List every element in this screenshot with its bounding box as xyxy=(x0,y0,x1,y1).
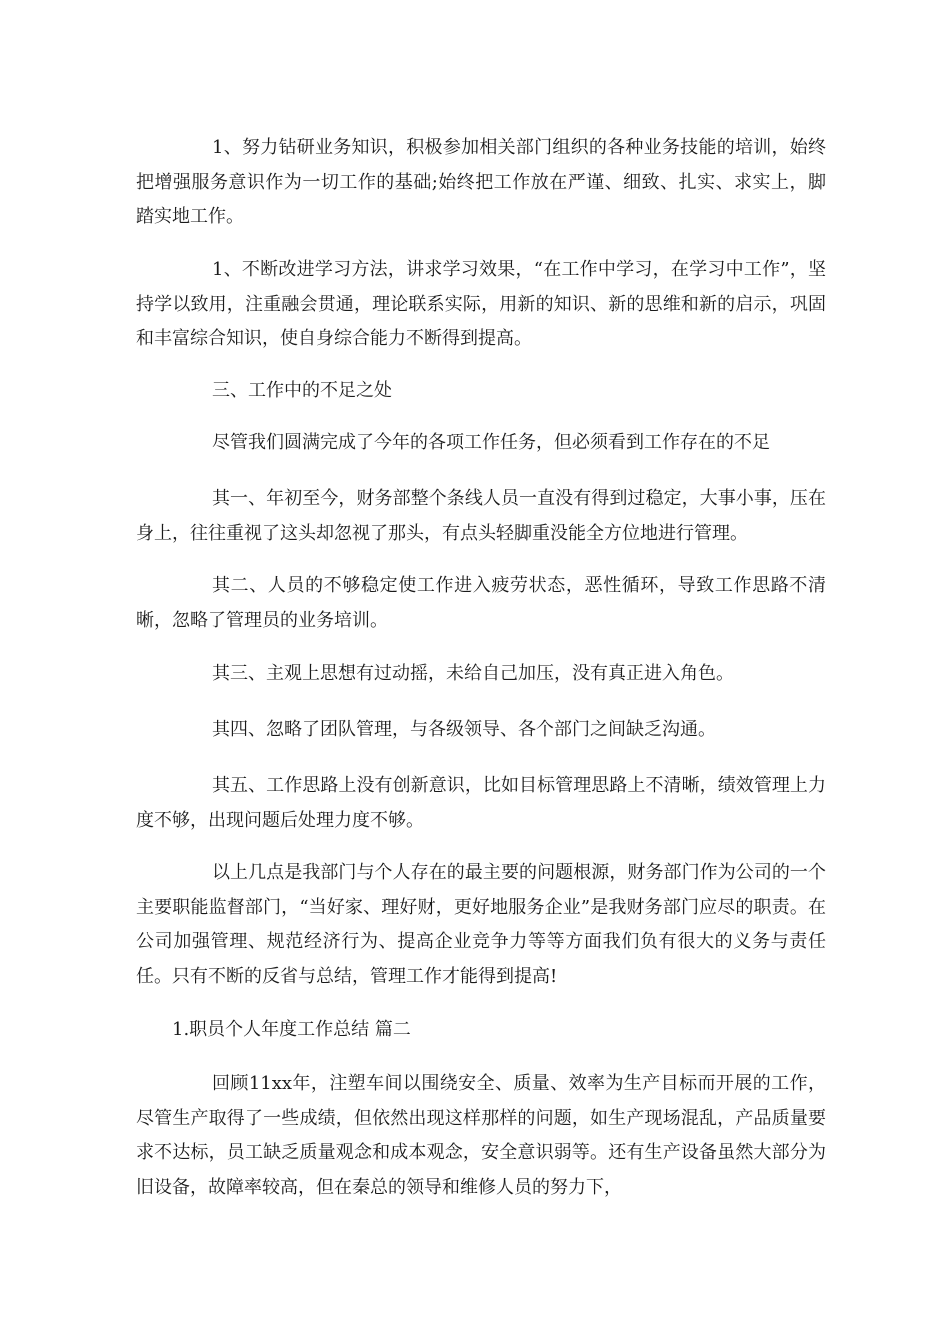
section-heading-shortcomings: 三、工作中的不足之处 xyxy=(212,380,392,401)
paragraph-first-point: 其一、年初至今，财务部整个条线人员一直没有得到过稳定，大事小事，压在身上，往往重视了这头却忽视了那头，有点头轻脚重没能全方位地进行管理。 xyxy=(136,488,826,544)
paragraph-shortcomings-intro: 尽管我们圆满完成了今年的各项工作任务，但必须看到工作存在的不足 xyxy=(212,432,770,453)
paragraph-summary: 以上几点是我部门与个人存在的最主要的问题根源，财务部门作为公司的一个主要职能监督部门，“当好家、理好财，更好地服务企业”是我财务部门应尽的职责。在公司加强管理、规范经济行为、提高企业竞争力等等方面我们负有很大的义务与责任任。只有不断的反省与总结，管理工作才能得到提高! xyxy=(136,862,826,987)
paragraph-third-point: 其三、主观上思想有过动摇，未给自己加压，没有真正进入角色。 xyxy=(212,663,734,684)
paragraph-fourth-point: 其四、忽略了团队管理，与各级领导、各个部门之间缺乏沟通。 xyxy=(212,719,716,740)
paragraph-fifth-point: 其五、工作思路上没有创新意识，比如目标管理思路上不清晰，绩效管理上力度不够，出现问题后处理力度不够。 xyxy=(136,775,826,831)
section-title-part-two: 1.职员个人年度工作总结 篇二 xyxy=(172,1019,411,1040)
paragraph-study-business: 1、努力钻研业务知识，积极参加相关部门组织的各种业务技能的培训，始终把增强服务意识作为一切工作的基础;始终把工作放在严谨、细致、扎实、求实上，脚踏实地工作。 xyxy=(136,137,826,227)
paragraph-review: 回顾11xx年，注塑车间以围绕安全、质量、效率为生产目标而开展的工作，尽管生产取得了一些成绩，但依然出现这样那样的问题，如生产现场混乱，产品质量要求不达标，员工缺乏质量观念和成本观念，安全意识弱等。还有生产设备虽然大部分为旧设备，故障率较高，但在秦总的领导和维修人员的努力下， xyxy=(136,1073,826,1198)
paragraph-study-method: 1、不断改进学习方法，讲求学习效果，“在工作中学习，在学习中工作”，坚持学以致用，注重融会贯通，理论联系实际，用新的知识、新的思维和新的启示，巩固和丰富综合知识，使自身综合能力不断得到提高。 xyxy=(136,259,826,349)
paragraph-second-point: 其二、人员的不够稳定使工作进入疲劳状态，恶性循环，导致工作思路不清晰，忽略了管理员的业务培训。 xyxy=(136,575,826,631)
